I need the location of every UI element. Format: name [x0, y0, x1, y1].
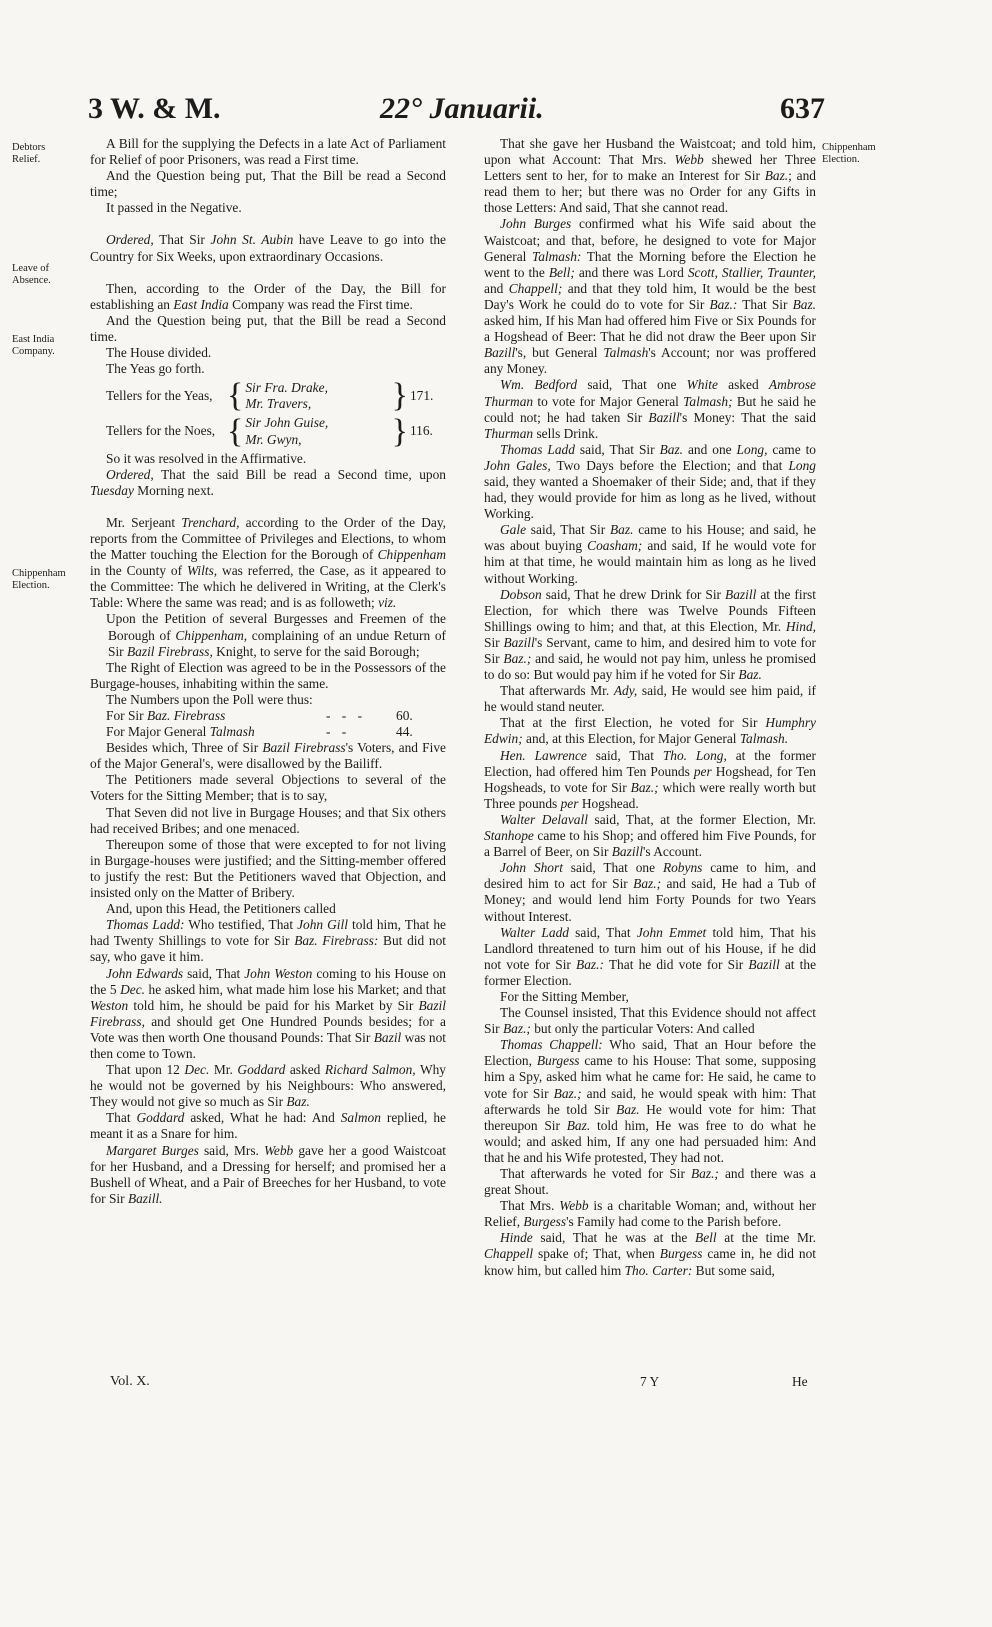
- chappell-testimony: Thomas Chappell: Who said, That an Hour before the Election, Burgess came to his House: That some, supposing him a Spy, asked him what he came for: He said, he came to vote for Sir Baz.; and said, he would speak with him: That afterwards he told Sir Baz. He would vote for him: That thereupon Sir Baz. told him, He was free to do what he would; and asked him, If any one had persuaded him: And that he and his Wife protested, They had not.: [484, 1037, 817, 1165]
- delavall-testimony: Walter Delavall said, That, at the former Election, Mr. Stanhope came to his Shop; and offered him Five Pounds, for a Barrel of Beer, on Sir Bazill's Account.: [484, 811, 817, 860]
- margin-note-chippenham-left: Chippenham Election.: [12, 568, 66, 591]
- regnal-year: 3 W. & M.: [88, 92, 221, 125]
- page-header: [0, 92, 992, 132]
- debtors-question-paragraph: And the Question being put, That the Bill be read a Second time;: [90, 168, 446, 200]
- tellers-yeas: Tellers for the Yeas, { Sir Fra. Drake, Mr. Travers, } 171.: [106, 380, 446, 412]
- eic-paragraph-6: Ordered, That the said Bill be read a Second time, upon Tuesday Morning next.: [90, 466, 446, 498]
- margin-note-chippenham-right: Chippenham Election.: [822, 142, 876, 165]
- short-testimony: John Short said, That one Robyns came to him, and desired him to act for Sir Baz.; and said, He had a Tub of Money; and would lend him Forty Pounds for two Years without Interest.: [484, 860, 816, 924]
- margaret-burges-testimony: Margaret Burges said, Mrs. Webb gave her a good Waistcoat for her Husband, and a Dressing for herself; and promised her a Bushell of Wheat, and a Pair of Breeches for her Husband, to vote for Sir Bazill.: [90, 1142, 446, 1206]
- poll-intro: The Numbers upon the Poll were thus:: [106, 691, 313, 707]
- gale-testimony: Gale said, That Sir Baz. came to his House; and said, he was about buying Coasham; and said, If he would vote for him at that time, he would maintain him as long as he lived without Working.: [484, 522, 816, 586]
- right-column: [484, 136, 816, 1279]
- first-election-paragraph: That at the first Election, he voted for Sir Humphry Edwin; and, at this Election, for Major General Talmash.: [484, 715, 816, 747]
- thomas-ladd-testimony: Thomas Ladd said, That Sir Baz. and one Long, came to John Gales, Two Days before the Election; and that Long said, they wanted a Shoemaker of their Side; and, that if they had, they would provide for him as long as he lived, without Working.: [484, 441, 817, 522]
- edwards-testimony: John Edwards said, That John Weston coming to his House on the 5 Dec. he asked him, what made him lose his Market; and that Weston told him, he should be paid for his Market by Sir Bazil Firebrass, and should get One Hundred Pounds besides; for a Vote was then worth One thousand Pounds: That Sir Bazil was not then come to Town.: [90, 965, 447, 1061]
- hinde-testimony: Hinde said, That he was at the Bell at the time Mr. Chappell spake of; That, when Burgess came in, he did not know him, but called him Tho. Carter: But some said,: [484, 1230, 817, 1278]
- eic-paragraph-4: The Yeas go forth.: [106, 361, 205, 377]
- chippenham-report-paragraph: Mr. Serjeant Trenchard, according to the Order of the Day, reports from the Committee of Privileges and Elections, to whom the Matter touching the Election for the Borough of Chippenham in the County of Wilts, was referred, the Case, as it appeared to the Committee: The which he delivered in Writing, at the Clerk's Table: Where the same was read; and is as followeth; viz.: [90, 514, 447, 611]
- debtors-bill-paragraph: A Bill for the supplying the Defects in a late Act of Parliament for Relief of poor Prisoners, was read a First time.: [90, 136, 446, 168]
- lawrence-testimony: Hen. Lawrence said, That Tho. Long, at the former Election, had offered him Ten Pounds per Hogshead, for Ten Hogsheads, to vote for Sir Baz.; which were really worth but Three pounds per Hogshead.: [484, 747, 817, 811]
- salmon-paragraph: That Goddard asked, What he had: And Salmon replied, he meant it as a Snare for him.: [90, 1110, 446, 1142]
- petition-paragraph: Upon the Petition of several Burgesses and Freemen of the Borough of Chippenham, complaining of an undue Return of Sir Bazil Firebrass, Knight, to serve for the said Borough;: [106, 611, 446, 659]
- seven-paragraph: That Seven did not live in Burgage Houses; and that Six others had received Bribes; and one menaced.: [90, 804, 446, 836]
- eic-paragraph-5: So it was resolved in the Affirmative.: [106, 450, 307, 466]
- webb-charity-paragraph: That Mrs. Webb is a charitable Woman; and, without her Relief, Burgess's Family had come to the Parish before.: [484, 1198, 816, 1230]
- volume-number: Vol. X.: [110, 1374, 150, 1389]
- petitioners-called: And, upon this Head, the Petitioners called: [106, 901, 336, 917]
- poll-row-talmash: For Major General Talmash - - 44.: [106, 724, 413, 740]
- dobson-testimony: Dobson said, That he drew Drink for Sir Bazill at the first Election, for which there was Twelve Pounds Fifteen Shillings owing to him; and that, at this Election, Mr. Hind, Sir Bazill's Servant, came to him, and desired him to vote for Sir Baz.; and said, he would not pay him, unless he promised to do so: But would pay him if he voted for Sir Baz.: [484, 586, 816, 683]
- margin-note-debtors: Debtors Relief.: [12, 142, 46, 165]
- thereupon-paragraph: Thereupon some of those that were excepted to for not living in Burgage-houses were justified; and the Sitting-member offered to justify the rest: But the Petitioners waved that Objection, and insisted only on the Matter of Bribery.: [90, 836, 446, 901]
- bedford-testimony: Wm. Bedford said, That one White asked Ambrose Thurman to vote for Major General Talmash; But he said he could not; he had taken Sir Bazill's Money: That the said Thurman sells Drink.: [484, 377, 816, 441]
- catchword: He: [792, 1374, 808, 1389]
- shout-paragraph: That afterwards he voted for Sir Baz.; and there was a great Shout.: [484, 1166, 816, 1198]
- right-of-election-paragraph: The Right of Election was agreed to be in the Possessors of the Burgage-houses, inhabiting within the same.: [90, 659, 446, 691]
- noes-count: 116.: [409, 423, 433, 439]
- ady-paragraph: That afterwards Mr. Ady, said, He would see him paid, if he would stand neuter.: [484, 683, 817, 715]
- signature-mark: 7 Y: [640, 1374, 660, 1389]
- page-number: 637: [780, 92, 825, 125]
- leave-paragraph: Ordered, That Sir John St. Aubin have Leave to go into the Country for Six Weeks, upon extraordinary Occasions.: [90, 232, 446, 264]
- counsel-paragraph: The Counsel insisted, That this Evidence should not affect Sir Baz.; but only the particular Voters: And called: [484, 1005, 816, 1037]
- goddard-paragraph: That upon 12 Dec. Mr. Goddard asked Richard Salmon, Why he would not be governed by his Neighbours: Who answered, They would not give so much as Sir Baz.: [90, 1062, 447, 1110]
- objections-paragraph: The Petitioners made several Objections to several of the Voters for the Sitting Member; that is to say,: [90, 772, 446, 804]
- poll-row-firebrass: For Sir Baz. Firebrass - - - 60.: [106, 708, 413, 723]
- margin-note-leave: Leave of Absence.: [12, 263, 51, 286]
- yeas-count: 171.: [409, 388, 434, 404]
- debtors-result-paragraph: It passed in the Negative.: [106, 200, 242, 216]
- disallowed-paragraph: Besides which, Three of Sir Bazil Firebrass's Voters, and Five of the Major General's, were disallowed by the Bailiff.: [90, 740, 446, 772]
- eic-paragraph-1: Then, according to the Order of the Day, the Bill for establishing an East India Company was read the First time.: [90, 280, 446, 312]
- waistcoat-paragraph: That she gave her Husband the Waistcoat; and told him, upon what Account: That Mrs. Webb shewed her Three Letters sent to her, for to make an Interest for Sir Baz.; and read them to her; but there was no Order for any Gifts in those Letters: And said, That she cannot read.: [484, 136, 816, 216]
- eic-paragraph-3: The House divided.: [106, 345, 212, 361]
- john-burges-testimony: John Burges confirmed what his Wife said about the Waistcoat; and that, before, he designed to vote for Major General Talmash: That the Morning before the Election he went to the Bell; and there was Lord Scott, Stallier, Traunter, and Chappell; and that they told him, It would be the best Day's Work he could do to vote for Sir Baz.: That Sir Baz. asked him, If his Man had offered him Five or Six Pounds for a Hogshead of Beer: That he did not draw the Beer upon Sir Bazill's, but General Talmash's Account; nor was proffered any Money.: [484, 216, 817, 377]
- tellers-noes: Tellers for the Noes, { Sir John Guise, Mr. Gwyn, } 116.: [106, 415, 446, 447]
- walter-ladd-testimony: Walter Ladd said, That John Emmet told him, That his Landlord threatened to turn him out of his House, if he did not vote for Sir Baz.: That he did vote for Sir Bazill at the former Election.: [484, 924, 817, 988]
- sitting-member-heading: For the Sitting Member,: [500, 988, 629, 1004]
- eic-paragraph-2: And the Question being put, that the Bill be read a Second time.: [90, 312, 446, 344]
- margin-note-east-india: East India Company.: [12, 334, 55, 357]
- ladd-testimony: Thomas Ladd: Who testified, That John Gill told him, That he had Twenty Shillings to vote for Sir Baz. Firebrass: But did not say, who gave it him.: [90, 917, 446, 965]
- date-heading: 22° Januarii.: [380, 92, 544, 125]
- left-column: [90, 136, 446, 1207]
